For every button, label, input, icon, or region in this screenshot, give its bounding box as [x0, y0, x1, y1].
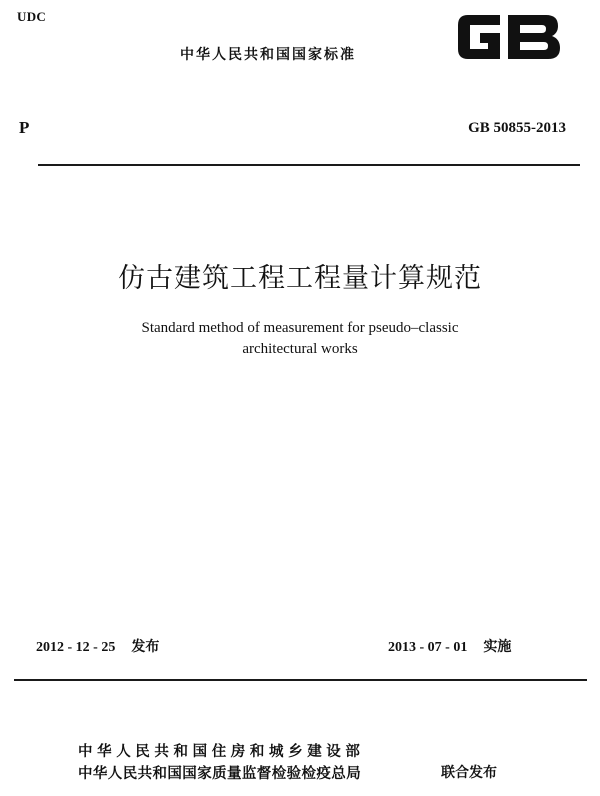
top-divider	[38, 164, 580, 166]
implement-date: 2013 - 07 - 01	[388, 640, 468, 655]
national-standard-heading: 中华人民共和国国家标准	[180, 47, 356, 63]
issuer-ministry: 中华人民共和国住房和城乡建设部	[78, 744, 365, 760]
gb-logo	[452, 9, 564, 65]
publish-label: 发布	[131, 639, 160, 655]
implement-info	[388, 636, 511, 656]
implement-label: 实施	[483, 639, 512, 655]
bottom-divider	[14, 679, 587, 681]
category-code: P	[19, 118, 30, 137]
publish-info	[36, 636, 159, 656]
title-chinese: 仿古建筑工程工程量计算规范	[118, 263, 482, 294]
issuers-block	[78, 741, 365, 785]
gb-logo-icon	[452, 9, 564, 65]
title-english	[0, 318, 600, 360]
udc-label: UDC	[17, 9, 47, 24]
publish-date: 2012 - 12 - 25	[36, 640, 116, 655]
issuer-aqsiq: 中华人民共和国国家质量监督检验检疫总局	[78, 766, 362, 782]
title-english-line2: architectural works	[242, 341, 358, 357]
joint-issue-label: 联合发布	[441, 765, 497, 781]
title-english-line1: Standard method of measurement for pseudo–classic	[141, 320, 459, 336]
standard-number: GB 50855-2013	[468, 120, 566, 136]
